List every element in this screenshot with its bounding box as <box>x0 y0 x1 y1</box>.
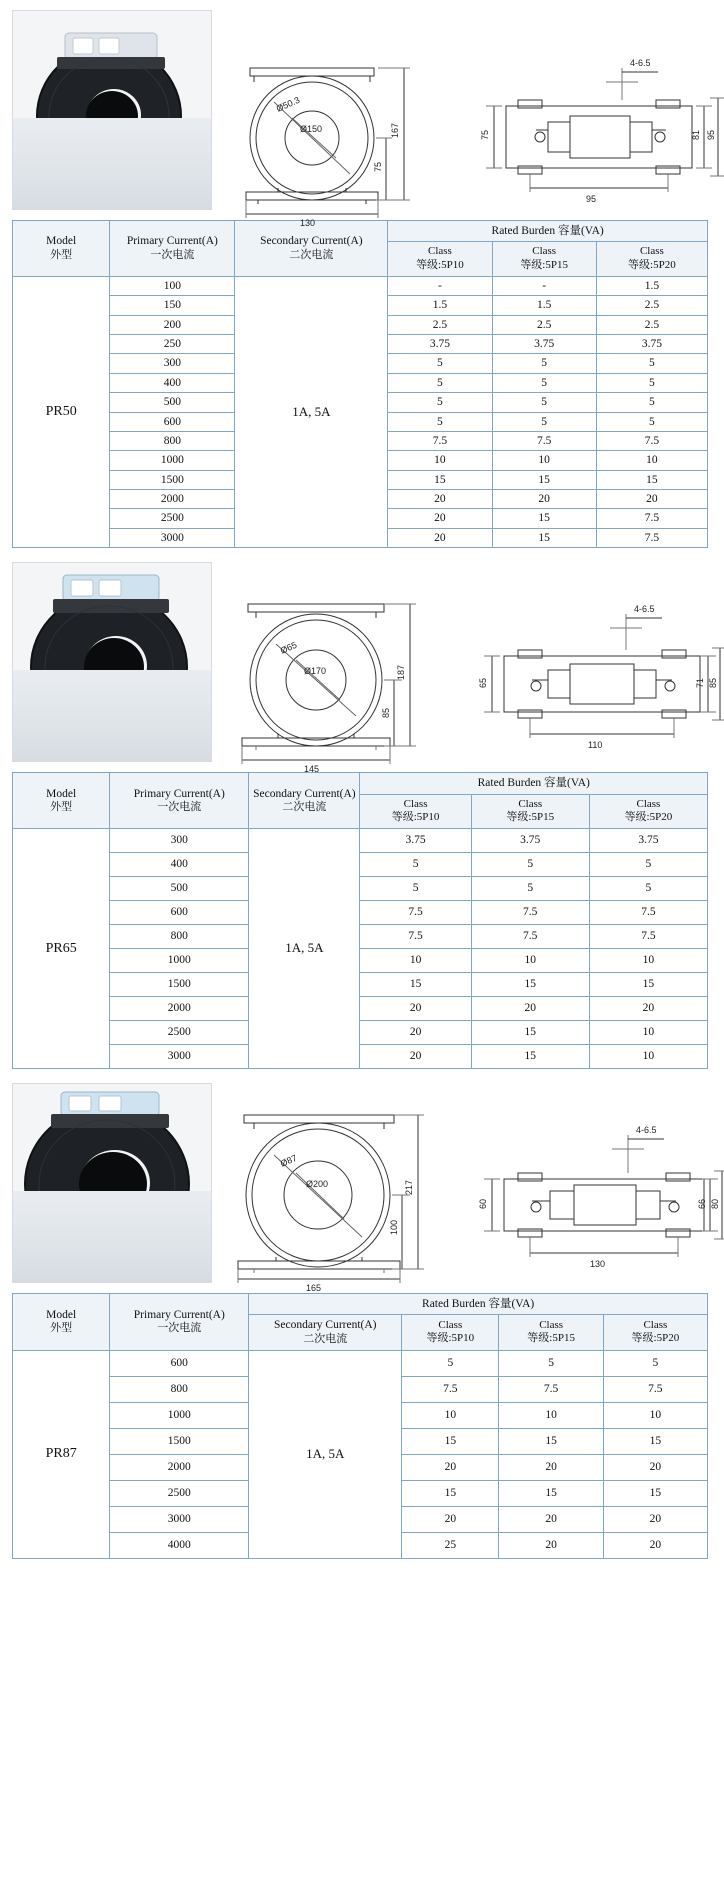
svg-text:4-6.5: 4-6.5 <box>630 58 651 68</box>
cell-class2: 1.5 <box>492 296 596 315</box>
table-row <box>13 901 708 925</box>
table-row <box>13 925 708 949</box>
cell-primary: 2000 <box>110 997 249 1021</box>
table-row <box>13 973 708 997</box>
cell-class3: 20 <box>603 1454 707 1480</box>
svg-text:145: 145 <box>304 764 320 775</box>
cell-class1: 7.5 <box>388 431 492 450</box>
header-class-label-3: Class <box>643 1318 668 1331</box>
cell-primary: 2500 <box>110 1480 249 1506</box>
product-block-pr50 <box>12 10 716 548</box>
cell-class2: 15 <box>471 1045 589 1069</box>
cell-class2: 5 <box>492 393 596 412</box>
cell-class1: 20 <box>360 997 471 1021</box>
svg-text:4-6.5: 4-6.5 <box>634 604 655 615</box>
cell-primary: 400 <box>110 373 235 392</box>
cell-primary: 800 <box>110 1376 249 1402</box>
cell-class1: 5 <box>388 354 492 373</box>
cell-primary: 600 <box>110 412 235 431</box>
header-secondary-cn: 二次电流 <box>282 800 327 813</box>
header-model-cn: 外型 <box>50 1322 73 1335</box>
product-block-pr65 <box>12 562 718 1069</box>
cell-class2: 15 <box>492 528 596 547</box>
cell-class3: 7.5 <box>596 431 707 450</box>
cell-class1: 5 <box>360 877 471 901</box>
table-row <box>13 1045 708 1069</box>
svg-text:85: 85 <box>381 708 391 719</box>
cell-class1: 15 <box>402 1428 499 1454</box>
cell-primary: 800 <box>110 431 235 450</box>
cell-class2: 20 <box>499 1506 603 1532</box>
cell-primary: 600 <box>110 901 249 925</box>
cell-primary: 400 <box>110 853 249 877</box>
cell-class1: 1.5 <box>388 296 492 315</box>
cell-class3: 1.5 <box>596 276 707 295</box>
cell-class3: 5 <box>596 354 707 373</box>
header-model-cn: 外型 <box>50 800 73 813</box>
cell-primary: 600 <box>110 1350 249 1376</box>
cell-primary: 300 <box>110 354 235 373</box>
table-row <box>13 276 708 295</box>
cell-class3: 5 <box>596 373 707 392</box>
cell-primary: 3000 <box>110 1045 249 1069</box>
cell-class3: 3.75 <box>589 829 707 853</box>
table-header-row <box>13 1294 708 1315</box>
table-row <box>13 853 708 877</box>
header-secondary: Secondary Current(A) <box>260 235 363 248</box>
cell-class2: - <box>492 276 596 295</box>
cell-class1: 10 <box>402 1402 499 1428</box>
table-row <box>13 1350 708 1376</box>
svg-text:130: 130 <box>590 1259 606 1269</box>
table-row <box>13 829 708 853</box>
cell-class1: 5 <box>388 373 492 392</box>
header-class-label-3: Class <box>636 797 661 810</box>
cell-secondary: 1A, 5A <box>249 1350 402 1558</box>
header-class-2: 等级:5P15 <box>520 259 568 272</box>
svg-text:110: 110 <box>588 740 603 751</box>
header-class-3: 等级:5P20 <box>631 1332 680 1345</box>
product-block-pr87 <box>12 1083 720 1559</box>
cell-class3: 15 <box>596 470 707 489</box>
spec-table-pr50 <box>12 220 708 548</box>
cell-primary: 200 <box>110 315 235 334</box>
cell-primary: 500 <box>110 393 235 412</box>
cell-class3: 5 <box>596 393 707 412</box>
cell-primary: 1500 <box>110 1428 249 1454</box>
header-secondary-cn: 二次电流 <box>303 1332 348 1345</box>
cell-class2: 5 <box>492 373 596 392</box>
svg-text:Ø150: Ø150 <box>300 124 323 134</box>
cell-class1: 5 <box>388 412 492 431</box>
header-class-3: 等级:5P20 <box>624 811 673 824</box>
cell-primary: 2000 <box>110 490 235 509</box>
cell-class3: 5 <box>596 412 707 431</box>
cell-class3: 10 <box>589 1045 707 1069</box>
cell-class2: 10 <box>499 1402 603 1428</box>
figure-row-pr65 <box>12 562 718 775</box>
svg-text:Ø65: Ø65 <box>278 639 299 656</box>
svg-text:130: 130 <box>300 218 316 228</box>
cell-class1: 5 <box>388 393 492 412</box>
cell-class3: 7.5 <box>596 528 707 547</box>
table-row <box>13 1021 708 1045</box>
cell-primary: 100 <box>110 276 235 295</box>
header-burden: Rated Burden 容量(VA) <box>360 773 708 794</box>
header-primary-cn: 一次电流 <box>157 800 202 813</box>
cell-model: PR87 <box>13 1350 110 1558</box>
svg-text:81: 81 <box>691 129 701 140</box>
cell-primary: 150 <box>110 296 235 315</box>
svg-text:Ø50.3: Ø50.3 <box>274 94 302 114</box>
cell-class3: 7.5 <box>596 509 707 528</box>
svg-text:187: 187 <box>396 665 406 681</box>
header-model: Model <box>46 1308 77 1321</box>
header-class-2: 等级:5P15 <box>506 811 555 824</box>
cell-secondary: 1A, 5A <box>235 276 388 547</box>
cell-class3: 5 <box>589 877 707 901</box>
cell-class2: 20 <box>492 490 596 509</box>
cell-class1: 10 <box>360 949 471 973</box>
cell-class2: 5 <box>499 1350 603 1376</box>
header-secondary-cn: 二次电流 <box>289 248 334 261</box>
cell-class1: 5 <box>402 1350 499 1376</box>
product-photo-pr50 <box>12 10 212 210</box>
header-model: Model <box>46 235 77 248</box>
cell-primary: 250 <box>110 335 235 354</box>
header-class-1: 等级:5P10 <box>391 811 440 824</box>
cell-class2: 7.5 <box>499 1376 603 1402</box>
cell-class1: 5 <box>360 853 471 877</box>
cell-class2: 5 <box>492 354 596 373</box>
cell-class2: 20 <box>471 997 589 1021</box>
cell-primary: 2500 <box>110 509 235 528</box>
header-class-label-1: Class <box>427 245 452 258</box>
svg-text:217: 217 <box>404 1179 414 1195</box>
cell-class1: 7.5 <box>360 925 471 949</box>
cell-class1: 20 <box>402 1506 499 1532</box>
cell-class2: 5 <box>492 412 596 431</box>
cell-class3: 20 <box>589 997 707 1021</box>
cell-class1: 20 <box>402 1454 499 1480</box>
cell-class1: - <box>388 276 492 295</box>
table-row <box>13 877 708 901</box>
cell-class2: 5 <box>471 877 589 901</box>
cell-class1: 7.5 <box>360 901 471 925</box>
cell-model: PR50 <box>13 276 110 547</box>
cell-primary: 300 <box>110 829 249 853</box>
svg-text:65: 65 <box>478 678 488 689</box>
svg-text:75: 75 <box>480 129 490 140</box>
header-class-label-2: Class <box>518 797 543 810</box>
cell-class1: 3.75 <box>388 335 492 354</box>
header-primary: Primary Current(A) <box>133 1308 225 1321</box>
header-class-1: 等级:5P10 <box>416 259 464 272</box>
header-class-label-1: Class <box>438 1318 463 1331</box>
cell-primary: 4000 <box>110 1532 249 1558</box>
cell-class3: 20 <box>603 1532 707 1558</box>
cell-primary: 1000 <box>110 949 249 973</box>
cell-class1: 3.75 <box>360 829 471 853</box>
header-primary-cn: 一次电流 <box>150 248 195 261</box>
svg-text:95: 95 <box>586 194 597 204</box>
cell-class1: 15 <box>388 470 492 489</box>
svg-text:Ø200: Ø200 <box>306 1179 329 1189</box>
cell-class1: 2.5 <box>388 315 492 334</box>
spec-table-pr87 <box>12 1293 708 1559</box>
cell-class2: 20 <box>499 1454 603 1480</box>
cell-primary: 1500 <box>110 973 249 997</box>
cell-class2: 15 <box>499 1428 603 1454</box>
cell-class3: 7.5 <box>603 1376 707 1402</box>
header-primary: Primary Current(A) <box>126 235 218 248</box>
cell-class1: 20 <box>360 1021 471 1045</box>
cell-class3: 15 <box>589 973 707 997</box>
cell-class2: 10 <box>492 451 596 470</box>
svg-text:Ø170: Ø170 <box>304 666 327 677</box>
cell-class3: 2.5 <box>596 315 707 334</box>
header-model-cn: 外型 <box>50 248 73 261</box>
cell-class3: 10 <box>603 1402 707 1428</box>
cell-class2: 7.5 <box>492 431 596 450</box>
cell-primary: 2000 <box>110 1454 249 1480</box>
cell-class2: 5 <box>471 853 589 877</box>
cell-class2: 15 <box>492 470 596 489</box>
header-secondary: Secondary Current(A) <box>253 787 356 800</box>
cell-primary: 800 <box>110 925 249 949</box>
table-row <box>13 997 708 1021</box>
svg-text:165: 165 <box>306 1283 322 1293</box>
svg-text:75: 75 <box>373 161 383 172</box>
cell-secondary: 1A, 5A <box>249 829 360 1069</box>
table-row <box>13 949 708 973</box>
cell-class3: 20 <box>603 1506 707 1532</box>
table-header-row <box>13 773 708 794</box>
header-class-3: 等级:5P20 <box>628 259 676 272</box>
cell-class3: 10 <box>589 1021 707 1045</box>
header-class-2: 等级:5P15 <box>527 1332 575 1345</box>
header-class-label-2: Class <box>539 1318 564 1331</box>
svg-text:4-6.5: 4-6.5 <box>636 1125 657 1135</box>
cell-class2: 3.75 <box>492 335 596 354</box>
cell-primary: 1000 <box>110 1402 249 1428</box>
svg-text:Ø87: Ø87 <box>278 1152 299 1169</box>
svg-text:71: 71 <box>695 678 705 689</box>
header-class-label-1: Class <box>403 797 428 810</box>
header-class-label-3: Class <box>639 245 664 258</box>
cell-class3: 7.5 <box>589 925 707 949</box>
cell-primary: 3000 <box>110 1506 249 1532</box>
svg-text:60: 60 <box>478 1198 488 1209</box>
cell-class1: 20 <box>360 1045 471 1069</box>
cell-class2: 15 <box>471 973 589 997</box>
cell-class1: 20 <box>388 528 492 547</box>
cell-class3: 10 <box>589 949 707 973</box>
cell-class1: 15 <box>402 1480 499 1506</box>
cell-class3: 15 <box>603 1428 707 1454</box>
product-photo-pr87 <box>12 1083 212 1283</box>
cell-class3: 5 <box>589 853 707 877</box>
figure-row-pr50 <box>12 10 716 228</box>
svg-text:95: 95 <box>706 129 716 140</box>
cell-class3: 20 <box>596 490 707 509</box>
cell-class2: 10 <box>471 949 589 973</box>
cell-primary: 2500 <box>110 1021 249 1045</box>
cell-primary: 3000 <box>110 528 235 547</box>
cell-primary: 500 <box>110 877 249 901</box>
cell-class3: 7.5 <box>589 901 707 925</box>
svg-text:100: 100 <box>389 1219 399 1235</box>
cell-class2: 3.75 <box>471 829 589 853</box>
cell-class1: 25 <box>402 1532 499 1558</box>
spec-table-pr65 <box>12 772 708 1069</box>
cell-class1: 7.5 <box>402 1376 499 1402</box>
header-primary-cn: 一次电流 <box>157 1322 202 1335</box>
header-burden: Rated Burden 容量(VA) <box>388 221 708 242</box>
header-model: Model <box>46 787 77 800</box>
cell-class3: 3.75 <box>596 335 707 354</box>
figure-row-pr87 <box>12 1083 720 1293</box>
cell-class2: 15 <box>499 1480 603 1506</box>
cell-primary: 1500 <box>110 470 235 489</box>
cell-class3: 5 <box>603 1350 707 1376</box>
cell-class1: 20 <box>388 490 492 509</box>
cell-class1: 10 <box>388 451 492 470</box>
cell-class3: 10 <box>596 451 707 470</box>
header-primary: Primary Current(A) <box>133 787 225 800</box>
cell-class2: 15 <box>492 509 596 528</box>
cell-class3: 2.5 <box>596 296 707 315</box>
header-class-1: 等级:5P10 <box>426 1332 475 1345</box>
cell-class1: 20 <box>388 509 492 528</box>
dimension-drawing-pr65 <box>218 562 724 775</box>
header-secondary: Secondary Current(A) <box>273 1319 377 1332</box>
cell-class1: 15 <box>360 973 471 997</box>
dimension-drawing-pr50 <box>218 10 724 228</box>
header-burden: Rated Burden 容量(VA) <box>249 1294 708 1315</box>
svg-text:85: 85 <box>708 678 718 689</box>
svg-text:80: 80 <box>710 1198 720 1209</box>
cell-class3: 15 <box>603 1480 707 1506</box>
svg-text:66: 66 <box>697 1198 707 1209</box>
svg-text:167: 167 <box>390 122 400 138</box>
cell-primary: 1000 <box>110 451 235 470</box>
cell-class2: 7.5 <box>471 901 589 925</box>
header-class-label-2: Class <box>532 245 557 258</box>
dimension-drawing-pr87 <box>218 1083 724 1293</box>
table-header-row <box>13 221 708 242</box>
cell-model: PR65 <box>13 829 110 1069</box>
cell-class2: 2.5 <box>492 315 596 334</box>
cell-class2: 20 <box>499 1532 603 1558</box>
cell-class2: 7.5 <box>471 925 589 949</box>
cell-class2: 15 <box>471 1021 589 1045</box>
product-photo-pr65 <box>12 562 212 762</box>
